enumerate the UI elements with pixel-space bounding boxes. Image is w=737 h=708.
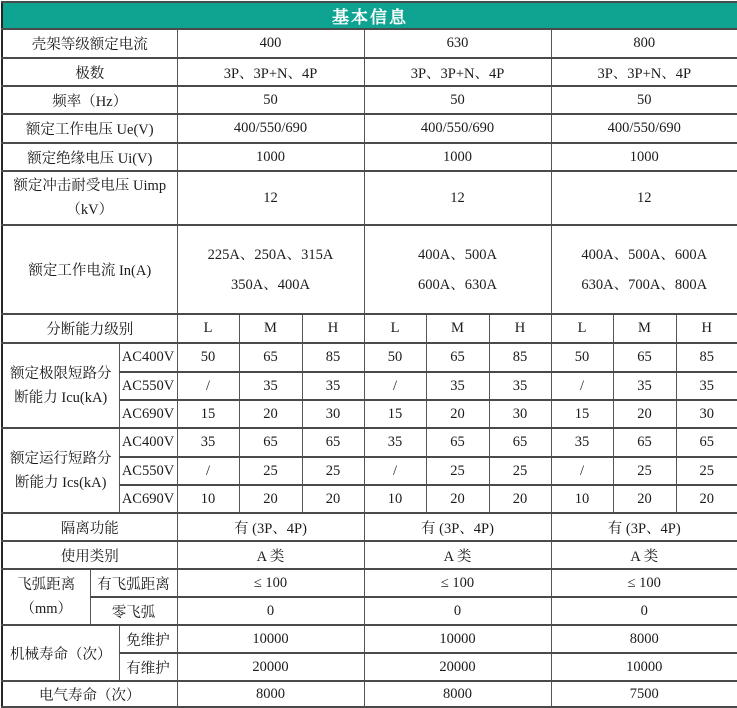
basic-info-spec-table — [1, 1, 737, 708]
ue-value: 400/550/690 — [551, 114, 737, 143]
ics-cell: 25 — [302, 457, 364, 485]
mech-value: 10000 — [551, 653, 737, 681]
arc-value: ≤ 100 — [551, 569, 737, 597]
ics-cell: 35 — [551, 428, 613, 457]
ics-cell: 65 — [302, 428, 364, 457]
ics-cell: 10 — [551, 485, 613, 513]
arc-value: 0 — [177, 597, 364, 625]
frame-current-value: 400 — [177, 29, 364, 58]
table-row — [2, 58, 737, 86]
table-title: 基本信息 — [2, 2, 737, 29]
ics-cell: 25 — [613, 457, 676, 485]
in-current-value-line1: 225A、250A、315A — [178, 240, 364, 270]
table-row — [2, 597, 737, 625]
ics-cell: / — [551, 457, 613, 485]
ics-cell: 20 — [239, 485, 302, 513]
grade-cell: L — [177, 314, 239, 343]
poles-value: 3P、3P+N、4P — [364, 58, 551, 86]
ics-cell: 65 — [239, 428, 302, 457]
icu-cell: 50 — [551, 343, 613, 372]
ics-cell: 20 — [302, 485, 364, 513]
ics-cell: 20 — [676, 485, 737, 513]
ics-cell: 10 — [177, 485, 239, 513]
in-current-value-line1: 400A、500A、600A — [552, 240, 737, 270]
in-current-label: 额定工作电流 In(A) — [2, 225, 177, 314]
ics-cell: 25 — [676, 457, 737, 485]
ui-value: 1000 — [177, 143, 364, 171]
frequency-label: 频率（Hz） — [2, 86, 177, 114]
icu-cell: / — [364, 372, 426, 400]
ue-value: 400/550/690 — [364, 114, 551, 143]
ui-value: 1000 — [551, 143, 737, 171]
ics-label-line2: 断能力 Ics(kA) — [3, 471, 119, 495]
table-row — [2, 513, 737, 541]
isolation-value: 有 (3P、4P) — [364, 513, 551, 541]
ics-cell: 35 — [177, 428, 239, 457]
ics-cell: 25 — [426, 457, 489, 485]
in-current-value — [364, 225, 551, 314]
icu-label-line1: 额定极限短路分 — [3, 362, 119, 386]
mech-sublabel: 有维护 — [119, 653, 177, 681]
icu-label — [2, 343, 119, 428]
grade-cell: H — [676, 314, 737, 343]
category-value: A 类 — [551, 541, 737, 569]
table-row — [2, 625, 737, 653]
icu-cell: 20 — [239, 400, 302, 428]
frequency-value: 50 — [364, 86, 551, 114]
icu-cell: 85 — [489, 343, 551, 372]
icu-cell: 30 — [489, 400, 551, 428]
ics-cell: 65 — [489, 428, 551, 457]
poles-label: 极数 — [2, 58, 177, 86]
isolation-value: 有 (3P、4P) — [177, 513, 364, 541]
table-row — [2, 225, 737, 314]
icu-cell: 35 — [426, 372, 489, 400]
icu-cell: 20 — [426, 400, 489, 428]
isolation-value: 有 (3P、4P) — [551, 513, 737, 541]
grade-cell: H — [302, 314, 364, 343]
ics-cell: 65 — [676, 428, 737, 457]
table-row — [2, 681, 737, 707]
category-label: 使用类别 — [2, 541, 177, 569]
grade-cell: L — [364, 314, 426, 343]
ue-label: 额定工作电压 Ue(V) — [2, 114, 177, 143]
icu-cell: 15 — [364, 400, 426, 428]
category-value: A 类 — [364, 541, 551, 569]
arc-value: ≤ 100 — [177, 569, 364, 597]
elec-value: 8000 — [364, 681, 551, 707]
in-current-value — [551, 225, 737, 314]
icu-cell: 15 — [551, 400, 613, 428]
icu-sublabel: AC550V — [119, 372, 177, 400]
icu-cell: 30 — [302, 400, 364, 428]
elec-life-label: 电气寿命（次） — [2, 681, 177, 707]
table-row — [2, 29, 737, 58]
icu-cell: 15 — [177, 400, 239, 428]
mech-value: 10000 — [364, 625, 551, 653]
elec-value: 7500 — [551, 681, 737, 707]
breaking-grade-label: 分断能力级别 — [2, 314, 177, 343]
icu-cell: 35 — [489, 372, 551, 400]
mech-sublabel: 免维护 — [119, 625, 177, 653]
in-current-value-line2: 350A、400A — [178, 270, 364, 300]
ics-cell: 35 — [364, 428, 426, 457]
icu-cell: 65 — [239, 343, 302, 372]
table-row — [2, 569, 737, 597]
ics-label-line1: 额定运行短路分 — [3, 447, 119, 471]
in-current-value-line1: 400A、500A — [365, 240, 551, 270]
frequency-value: 50 — [551, 86, 737, 114]
icu-cell: 85 — [302, 343, 364, 372]
icu-cell: 65 — [613, 343, 676, 372]
table-row — [2, 314, 737, 343]
uimp-value: 12 — [551, 171, 737, 225]
uimp-value: 12 — [177, 171, 364, 225]
in-current-value-line2: 630A、700A、800A — [552, 270, 737, 300]
ics-cell: 10 — [364, 485, 426, 513]
uimp-label-line1: 额定冲击耐受电压 Uimp — [3, 174, 177, 198]
table-row — [2, 171, 737, 225]
uimp-label — [2, 171, 177, 225]
table-row — [2, 114, 737, 143]
frame-current-value: 630 — [364, 29, 551, 58]
icu-cell: / — [551, 372, 613, 400]
ics-label — [2, 428, 119, 513]
ui-value: 1000 — [364, 143, 551, 171]
grade-cell: M — [426, 314, 489, 343]
grade-cell: L — [551, 314, 613, 343]
mech-value: 10000 — [177, 625, 364, 653]
icu-cell: / — [177, 372, 239, 400]
icu-cell: 30 — [676, 400, 737, 428]
ics-cell: 20 — [613, 485, 676, 513]
category-value: A 类 — [177, 541, 364, 569]
mech-value: 20000 — [177, 653, 364, 681]
arc-distance-label — [2, 569, 90, 625]
icu-cell: 65 — [426, 343, 489, 372]
poles-value: 3P、3P+N、4P — [551, 58, 737, 86]
ics-sublabel: AC550V — [119, 457, 177, 485]
ue-value: 400/550/690 — [177, 114, 364, 143]
elec-value: 8000 — [177, 681, 364, 707]
table-row — [2, 428, 737, 457]
arc-distance-label-line2: （mm） — [3, 597, 90, 621]
icu-sublabel: AC690V — [119, 400, 177, 428]
frame-current-label: 壳架等级额定电流 — [2, 29, 177, 58]
icu-cell: 50 — [364, 343, 426, 372]
ics-cell: 20 — [489, 485, 551, 513]
table-header-row — [2, 2, 737, 29]
poles-value: 3P、3P+N、4P — [177, 58, 364, 86]
arc-value: ≤ 100 — [364, 569, 551, 597]
ics-cell: 25 — [239, 457, 302, 485]
icu-cell: 35 — [676, 372, 737, 400]
ics-sublabel: AC690V — [119, 485, 177, 513]
ics-cell: / — [177, 457, 239, 485]
icu-cell: 20 — [613, 400, 676, 428]
mech-value: 8000 — [551, 625, 737, 653]
arc-distance-label-line1: 飞弧距离 — [3, 573, 90, 597]
ics-cell: 20 — [426, 485, 489, 513]
arc-value: 0 — [551, 597, 737, 625]
in-current-value — [177, 225, 364, 314]
isolation-label: 隔离功能 — [2, 513, 177, 541]
icu-label-line2: 断能力 Icu(kA) — [3, 386, 119, 410]
ui-label: 额定绝缘电压 Ui(V) — [2, 143, 177, 171]
uimp-label-line2: （kV） — [3, 198, 177, 222]
uimp-value: 12 — [364, 171, 551, 225]
grade-cell: M — [613, 314, 676, 343]
mech-value: 20000 — [364, 653, 551, 681]
frequency-value: 50 — [177, 86, 364, 114]
icu-cell: 35 — [239, 372, 302, 400]
icu-cell: 35 — [302, 372, 364, 400]
frame-current-value: 800 — [551, 29, 737, 58]
ics-cell: 25 — [489, 457, 551, 485]
ics-sublabel: AC400V — [119, 428, 177, 457]
grade-cell: H — [489, 314, 551, 343]
ics-cell: 65 — [426, 428, 489, 457]
grade-cell: M — [239, 314, 302, 343]
table-row — [2, 541, 737, 569]
arc-sublabel: 零飞弧 — [90, 597, 177, 625]
arc-value: 0 — [364, 597, 551, 625]
icu-cell: 35 — [613, 372, 676, 400]
ics-cell: / — [364, 457, 426, 485]
icu-cell: 85 — [676, 343, 737, 372]
in-current-value-line2: 600A、630A — [365, 270, 551, 300]
table-row — [2, 343, 737, 372]
mech-life-label: 机械寿命（次） — [2, 625, 119, 681]
arc-sublabel: 有飞弧距离 — [90, 569, 177, 597]
ics-cell: 65 — [613, 428, 676, 457]
icu-cell: 50 — [177, 343, 239, 372]
table-row — [2, 86, 737, 114]
icu-sublabel: AC400V — [119, 343, 177, 372]
table-row — [2, 143, 737, 171]
